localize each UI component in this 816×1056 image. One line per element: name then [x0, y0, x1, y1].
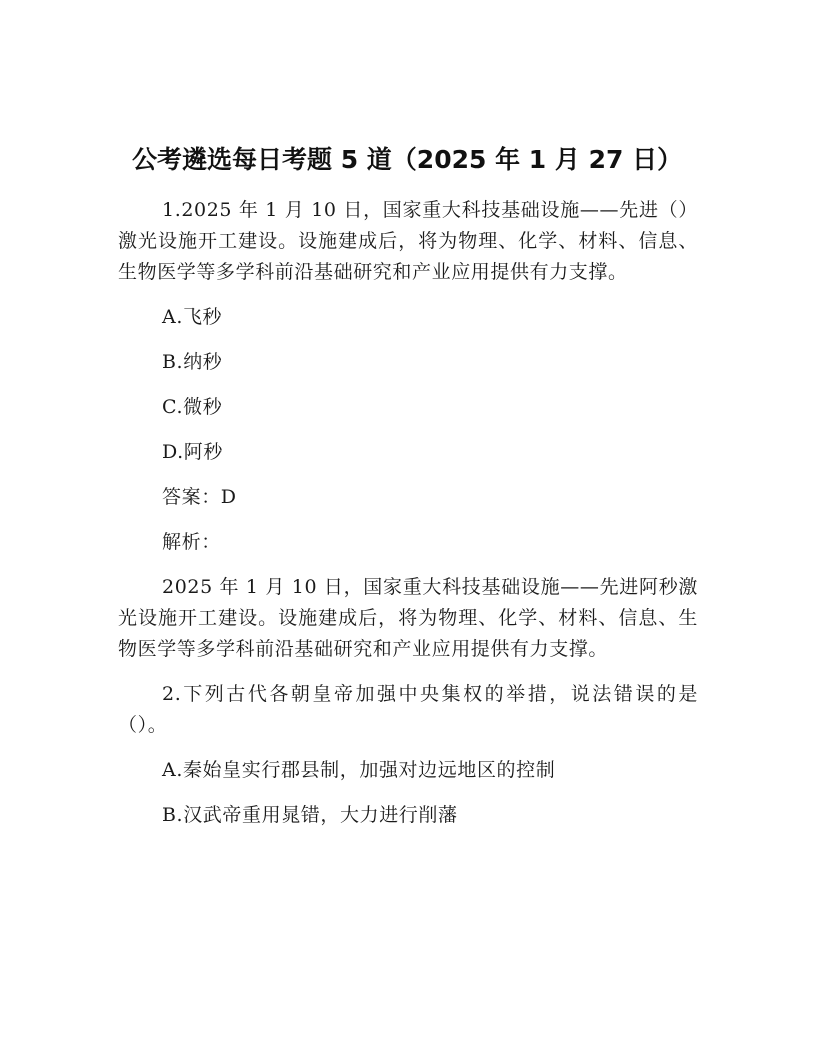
- document-title: 公考遴选每日考题 5 道（2025 年 1 月 27 日）: [132, 145, 683, 174]
- question-1-analysis-label: 解析：: [162, 531, 221, 553]
- question-1-answer: 答案：D: [162, 486, 237, 508]
- question-1-option-a: A.飞秒: [162, 306, 223, 328]
- question-1-option-c: C.微秒: [162, 396, 223, 418]
- question-2-option-a: A.秦始皇实行郡县制，加强对边远地区的控制: [162, 759, 556, 781]
- question-2-stem: 2.下列古代各朝皇帝加强中央集权的举措，说法错误的是（）。: [118, 683, 698, 736]
- question-1-stem: 1.2025 年 1 月 10 日，国家重大科技基础设施——先进（）激光设施开工建设。设施建成后，将为物理、化学、材料、信息、生物医学等多学科前沿基础研究和产业应用提供有力支撑。: [118, 199, 698, 283]
- question-1-option-d: D.阿秒: [162, 441, 223, 463]
- document-body: [118, 195, 698, 845]
- question-1-analysis: 2025 年 1 月 10 日，国家重大科技基础设施——先进阿秒激光设施开工建设。设施建成后，将为物理、化学、材料、信息、生物医学等多学科前沿基础研究和产业应用提供有力支撑。: [118, 576, 698, 660]
- question-2-option-b: B.汉武帝重用晁错，大力进行削藩: [162, 804, 458, 826]
- question-1-option-b: B.纳秒: [162, 351, 223, 373]
